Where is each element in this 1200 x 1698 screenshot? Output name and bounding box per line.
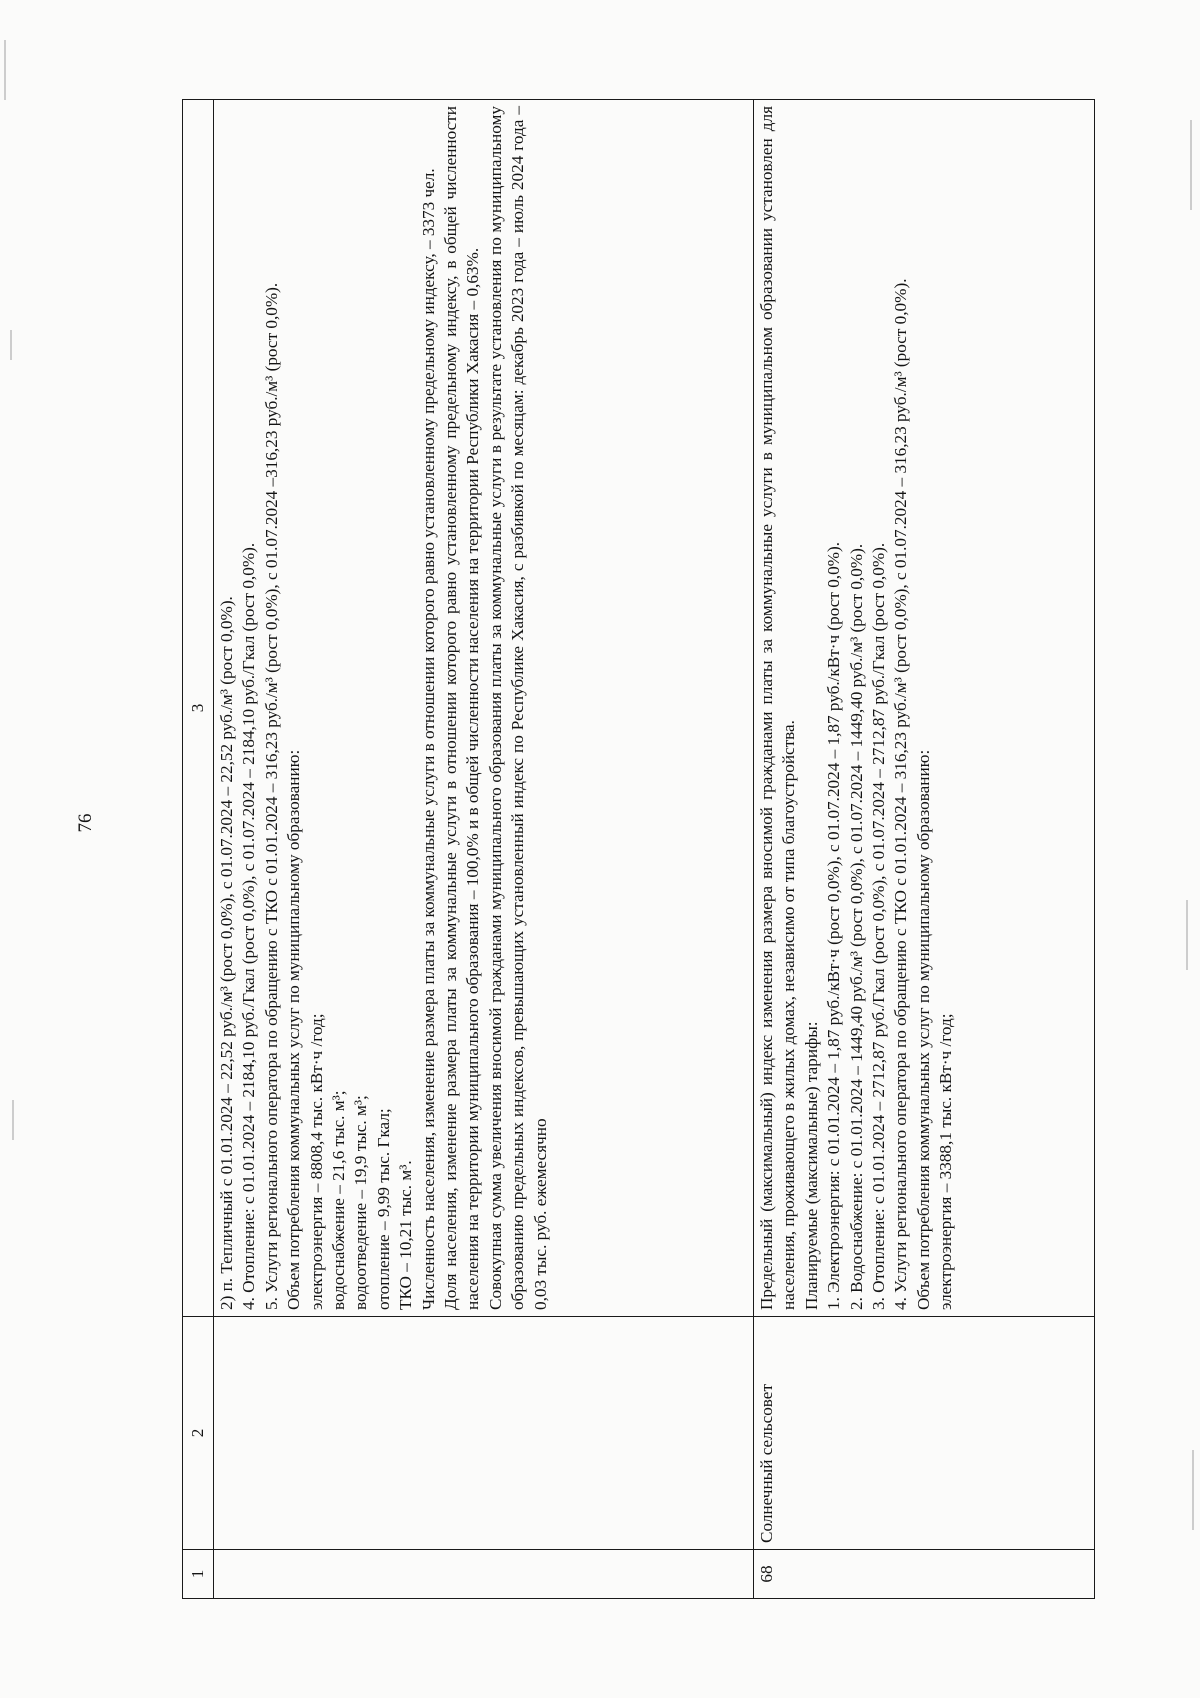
header-col-3: 3	[183, 100, 214, 1317]
table-header-row	[183, 100, 214, 1599]
text-line: 2) п. Тепличный с 01.01.2024 – 22,52 руб./м³ (рост 0,0%), с 01.07.2024 – 22,52 руб./м³ (рост 0,0%).	[217, 596, 236, 1310]
scan-edge-mark	[1190, 120, 1192, 210]
text-line: 4. Услуги регионального оператора по обращению с ТКО с 01.01.2024 – 316,23 руб./м³ (рост 0,0%), с 01.07.2024 – 316,23 руб./м³ (рост 0,0%).	[891, 278, 911, 1310]
text-line: Доля населения, изменение размера платы за коммунальные услуги в отношении которого равно установленному предельному индексу, в общей численности населения на территории муниципального образования – 100,0% и в общей численности населения на территории Республики Хакасия – 0,63%.	[441, 106, 483, 1310]
row-description	[214, 100, 754, 1317]
municipality-name	[214, 1317, 754, 1550]
scan-edge-mark	[4, 40, 6, 100]
row-number: 68	[754, 1550, 1095, 1599]
text-line: водоснабжение – 21,6 тыс. м³;	[329, 1090, 349, 1310]
row-description	[754, 100, 1095, 1317]
table-row	[754, 100, 1095, 1599]
text-line: электроэнергия – 8808,4 тыс. кВт·ч /год;	[306, 1013, 326, 1310]
text-line: электроэнергия – 3388,1 тыс. кВт·ч /год;	[936, 1013, 956, 1310]
scan-edge-mark	[10, 330, 12, 360]
header-col-1: 1	[183, 1550, 214, 1599]
text-line: Совокупная сумма увеличения вносимой гражданами муниципального образования платы за коммунальные услуги в результате установления по муниципальному образованию предельных индексов, превышающих установленный индекс по Республике Хакасия, с разбивкой по месяцам: декабрь 2023 года – июль 2024 года – 0,03 тыс. руб. ежемесячно	[485, 106, 550, 1310]
page-number: 76	[75, 813, 96, 833]
row-number	[214, 1550, 754, 1599]
municipality-name: Солнечный сельсовет	[754, 1317, 1095, 1550]
text-line: Объем потребления коммунальных услуг по муниципальному образованию:	[913, 749, 933, 1310]
scan-edge-mark	[1186, 900, 1188, 970]
table-row	[214, 100, 754, 1599]
text-line: ТКО – 10,21 тыс. м³.	[396, 1160, 416, 1310]
text-line: 3. Отопление: с 01.01.2024 – 2712,87 руб./Гкал (рост 0,0%), с 01.07.2024 – 2712,87 руб./Гкал (рост 0,0%).	[869, 542, 889, 1310]
text-line: отопление – 9,99 тыс. Гкал;	[373, 1108, 393, 1310]
text-line: водоотведение – 19,9 тыс. м³;	[351, 1095, 371, 1310]
tariff-table	[182, 99, 1095, 1599]
scan-edge-mark	[12, 1100, 14, 1140]
header-col-2: 2	[183, 1317, 214, 1550]
text-line: 5. Услуги регионального оператора по обращению с ТКО с 01.01.2024 – 316,23 руб./м³ (рост 0,0%), с 01.07.2024 –316,23 руб./м³ (рост 0,0%).	[261, 282, 281, 1310]
text-line: Планируемые (максимальные) тарифы:	[801, 1021, 821, 1310]
scan-edge-mark	[1192, 1450, 1194, 1530]
text-line: Объем потребления коммунальных услуг по муниципальному образованию:	[284, 749, 304, 1310]
text-line: 1. Электроэнергия: с 01.01.2024 – 1,87 руб./кВт·ч (рост 0,0%), с 01.07.2024 – 1,87 руб./кВт·ч (рост 0,0%).	[824, 541, 844, 1310]
rotated-page-content	[182, 99, 1095, 1599]
text-line: 4. Отопление: с 01.01.2024 – 2184,10 руб./Гкал (рост 0,0%), с 01.07.2024 – 2184,10 руб./Гкал (рост 0,0%).	[239, 542, 259, 1310]
text-line: 2. Водоснабжение: с 01.01.2024 – 1449,40 руб./м³ (рост 0,0%), с 01.07.2024 – 1449,40 руб./м³ (рост 0,0%).	[846, 543, 866, 1310]
text-line: Численность населения, изменение размера платы за коммунальные услуги в отношении которого равно установленному предельному индексу, – 3373 чел.	[418, 168, 438, 1310]
text-line: Предельный (максимальный) индекс изменения размера вносимой гражданами платы за коммунальные услуги в муниципальном образовании установлен для населения, проживающего в жилых домах, независимо от типа благоустройства.	[757, 106, 799, 1310]
